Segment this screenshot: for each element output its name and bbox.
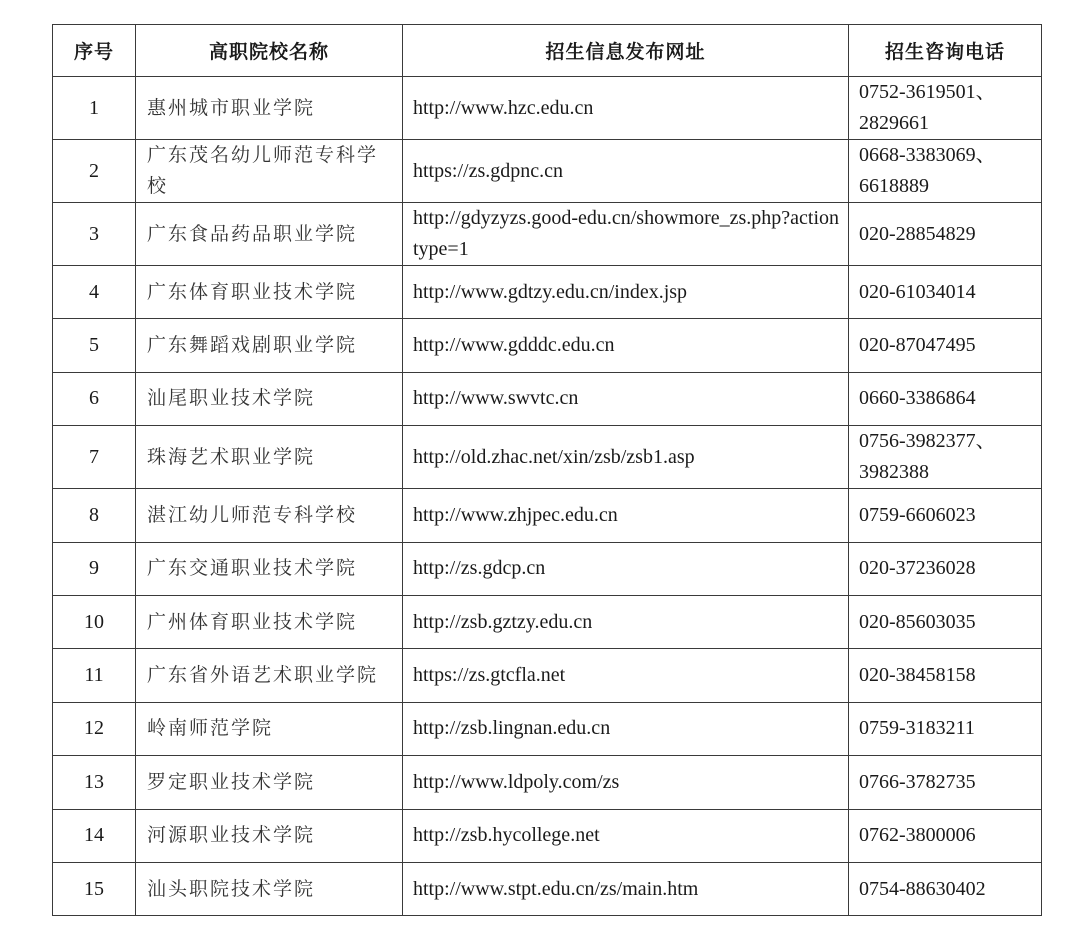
college-name-cell: 广东舞蹈戏剧职业学院 <box>136 319 403 372</box>
table-body <box>53 77 1042 916</box>
table-row <box>53 203 1042 266</box>
serial-number-cell: 1 <box>53 77 136 140</box>
table-row <box>53 140 1042 203</box>
serial-number-cell: 9 <box>53 542 136 595</box>
admissions-url-cell: http://www.zhjpec.edu.cn <box>403 489 849 542</box>
college-name-cell: 汕尾职业技术学院 <box>136 372 403 425</box>
header-admissions-phone: 招生咨询电话 <box>849 25 1042 77</box>
admissions-url-cell: http://www.gdtzy.edu.cn/index.jsp <box>403 266 849 319</box>
table-row <box>53 809 1042 862</box>
serial-number-cell: 7 <box>53 426 136 489</box>
admissions-phone-cell: 0759-6606023 <box>849 489 1042 542</box>
admissions-url-cell: http://zsb.gztzy.edu.cn <box>403 595 849 648</box>
serial-number-cell: 8 <box>53 489 136 542</box>
admissions-phone-cell: 020-61034014 <box>849 266 1042 319</box>
admissions-url-cell: http://www.hzc.edu.cn <box>403 77 849 140</box>
college-name-cell: 广东体育职业技术学院 <box>136 266 403 319</box>
serial-number-cell: 14 <box>53 809 136 862</box>
table-row <box>53 649 1042 702</box>
serial-number-cell: 6 <box>53 372 136 425</box>
admissions-phone-cell: 020-28854829 <box>849 203 1042 266</box>
admissions-table <box>52 24 1042 916</box>
admissions-url-cell: http://www.stpt.edu.cn/zs/main.htm <box>403 862 849 915</box>
table-row <box>53 595 1042 648</box>
serial-number-cell: 4 <box>53 266 136 319</box>
admissions-phone-cell: 0660-3386864 <box>849 372 1042 425</box>
admissions-url-cell: http://old.zhac.net/xin/zsb/zsb1.asp <box>403 426 849 489</box>
header-serial-number: 序号 <box>53 25 136 77</box>
admissions-phone-cell: 0766-3782735 <box>849 756 1042 809</box>
serial-number-cell: 13 <box>53 756 136 809</box>
table-row <box>53 77 1042 140</box>
serial-number-cell: 15 <box>53 862 136 915</box>
serial-number-cell: 10 <box>53 595 136 648</box>
admissions-phone-cell: 0762-3800006 <box>849 809 1042 862</box>
table-row <box>53 862 1042 915</box>
admissions-url-cell: http://www.ldpoly.com/zs <box>403 756 849 809</box>
college-name-cell: 广东茂名幼儿师范专科学校 <box>136 140 403 203</box>
serial-number-cell: 2 <box>53 140 136 203</box>
admissions-phone-cell: 0754-88630402 <box>849 862 1042 915</box>
admissions-url-cell: https://zs.gdpnc.cn <box>403 140 849 203</box>
admissions-phone-cell: 020-85603035 <box>849 595 1042 648</box>
table-row <box>53 756 1042 809</box>
admissions-url-cell: http://www.swvtc.cn <box>403 372 849 425</box>
college-name-cell: 汕头职院技术学院 <box>136 862 403 915</box>
admissions-url-cell: http://zs.gdcp.cn <box>403 542 849 595</box>
college-name-cell: 岭南师范学院 <box>136 702 403 755</box>
table-row <box>53 702 1042 755</box>
table-row <box>53 266 1042 319</box>
serial-number-cell: 11 <box>53 649 136 702</box>
admissions-url-cell: http://gdyzyzs.good-edu.cn/showmore_zs.php?actiontype=1 <box>403 203 849 266</box>
college-name-cell: 惠州城市职业学院 <box>136 77 403 140</box>
admissions-phone-cell: 0759-3183211 <box>849 702 1042 755</box>
college-name-cell: 湛江幼儿师范专科学校 <box>136 489 403 542</box>
admissions-url-cell: http://zsb.hycollege.net <box>403 809 849 862</box>
admissions-phone-cell: 020-38458158 <box>849 649 1042 702</box>
admissions-phone-cell: 020-37236028 <box>849 542 1042 595</box>
college-name-cell: 珠海艺术职业学院 <box>136 426 403 489</box>
admissions-phone-cell: 0668-3383069、6618889 <box>849 140 1042 203</box>
serial-number-cell: 3 <box>53 203 136 266</box>
admissions-url-cell: http://zsb.lingnan.edu.cn <box>403 702 849 755</box>
serial-number-cell: 5 <box>53 319 136 372</box>
college-name-cell: 广东食品药品职业学院 <box>136 203 403 266</box>
admissions-table-container <box>52 24 1042 916</box>
table-header-row <box>53 25 1042 77</box>
college-name-cell: 广州体育职业技术学院 <box>136 595 403 648</box>
college-name-cell: 广东交通职业技术学院 <box>136 542 403 595</box>
table-row <box>53 542 1042 595</box>
table-row <box>53 426 1042 489</box>
table-row <box>53 489 1042 542</box>
serial-number-cell: 12 <box>53 702 136 755</box>
admissions-url-cell: https://zs.gtcfla.net <box>403 649 849 702</box>
admissions-phone-cell: 0752-3619501、2829661 <box>849 77 1042 140</box>
college-name-cell: 河源职业技术学院 <box>136 809 403 862</box>
header-admissions-url: 招生信息发布网址 <box>403 25 849 77</box>
header-college-name: 高职院校名称 <box>136 25 403 77</box>
table-row <box>53 319 1042 372</box>
admissions-phone-cell: 0756-3982377、3982388 <box>849 426 1042 489</box>
admissions-phone-cell: 020-87047495 <box>849 319 1042 372</box>
college-name-cell: 广东省外语艺术职业学院 <box>136 649 403 702</box>
college-name-cell: 罗定职业技术学院 <box>136 756 403 809</box>
table-row <box>53 372 1042 425</box>
admissions-url-cell: http://www.gdddc.edu.cn <box>403 319 849 372</box>
